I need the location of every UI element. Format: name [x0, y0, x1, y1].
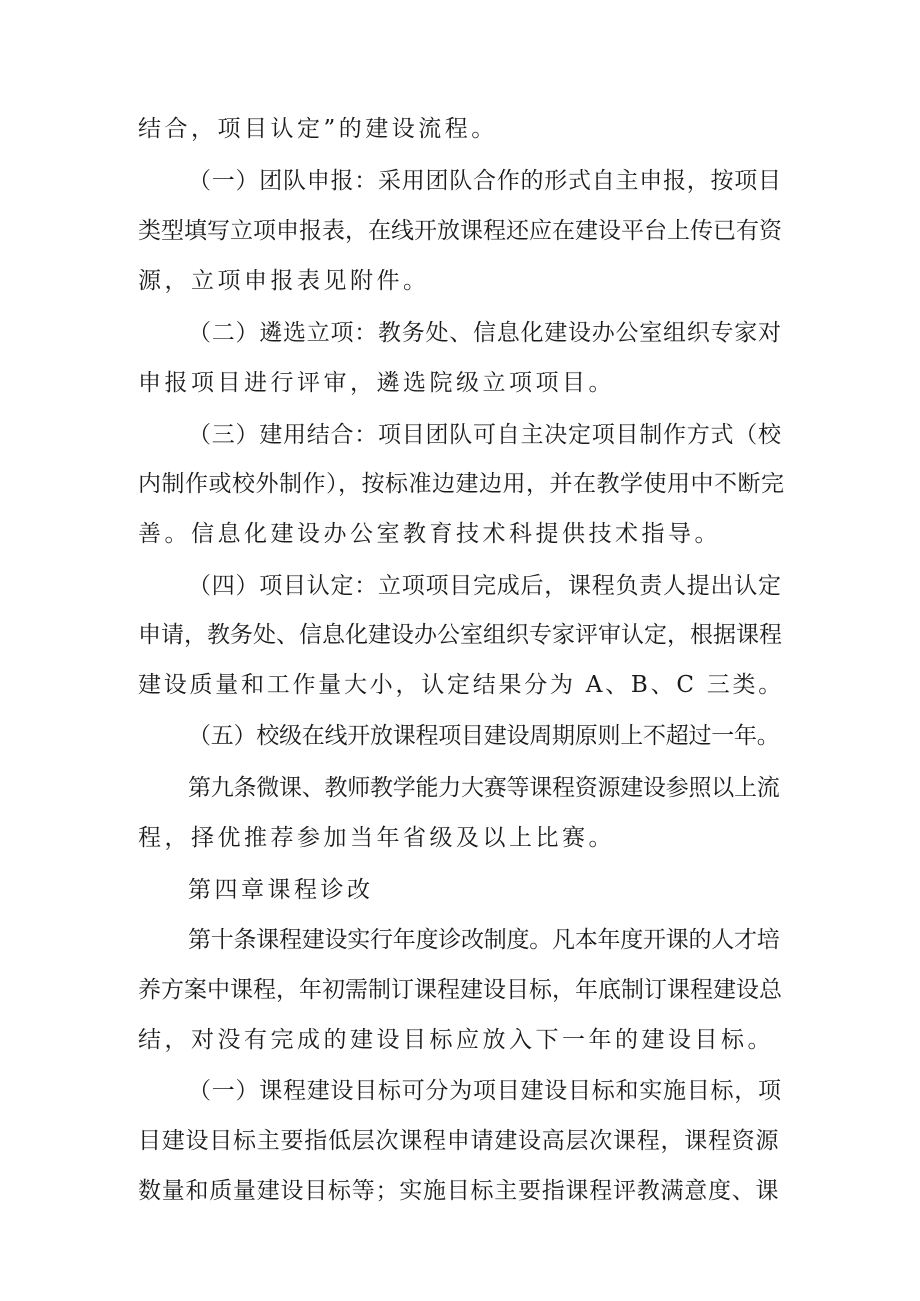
text-line: 程，择优推荐参加当年省级及以上比赛。: [138, 825, 615, 851]
text-line: 申请，教务处、信息化建设办公室组织专家评审认定，根据课程: [138, 622, 782, 648]
text-line: 数量和质量建设目标等；实施目标主要指课程评教满意度、课: [138, 1178, 780, 1204]
text-line: 养方案中课程，年初需制订课程建设目标，年底制订课程建设总: [138, 977, 782, 1003]
text-line: 第九条微课、教师教学能力大赛等课程资源建设参照以上流: [188, 775, 780, 801]
text-line: （二）遴选立项：教务处、信息化建设办公室组织专家对: [188, 320, 782, 346]
section-heading: 第四章课程诊改: [188, 877, 374, 903]
text-line: 结，对没有完成的建设目标应放入下一年的建设目标。: [138, 1027, 774, 1053]
text-line: （四）项目认定：立项项目完成后，课程负责人提出认定: [188, 573, 782, 599]
text-line: （三）建用结合：项目团队可自主决定项目制作方式（校: [188, 422, 782, 448]
text-line: 源，立项申报表见附件。: [138, 268, 430, 294]
text-line: 申报项目进行评审，遴选院级立项项目。: [138, 370, 615, 396]
text-line: 建设质量和工作量大小，认定结果分为 A、B、C 三类。: [138, 672, 784, 698]
text-line: 目建设目标主要指低层次课程申请建设高层次课程，课程资源: [138, 1128, 780, 1154]
text-line: （一）团队申报：采用团队合作的形式自主申报，按项目: [188, 168, 782, 194]
text-line: 内制作或校外制作），按标准边建边用，并在教学使用中不断完: [138, 471, 785, 497]
text-line: 善。信息化建设办公室教育技术科提供技术指导。: [138, 521, 721, 547]
text-line: （一）课程建设目标可分为项目建设目标和实施目标，项: [188, 1078, 782, 1104]
text-line: 类型填写立项申报表，在线开放课程还应在建设平台上传已有资: [138, 218, 782, 244]
text-line: 第十条课程建设实行年度诊改制度。凡本年度开课的人才培: [188, 927, 780, 953]
text-line: 结合，项目认定”的建设流程。: [138, 116, 498, 142]
text-line: （五）校级在线开放课程项目建设周期原则上不超过一年。: [188, 723, 780, 749]
